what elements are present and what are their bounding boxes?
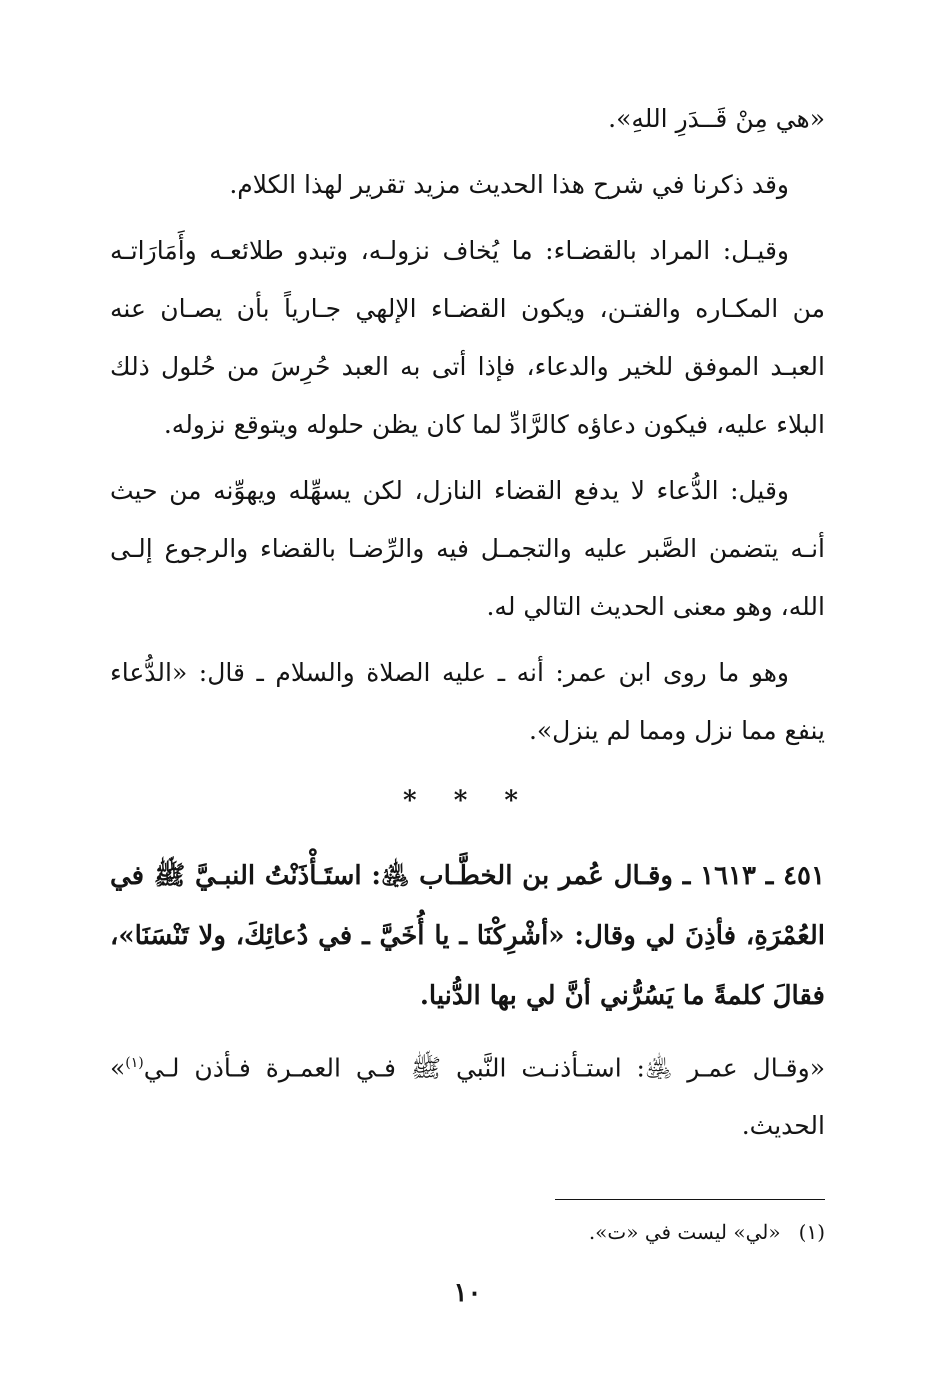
- paragraph-5: وهو ما روى ابن عمر: أنه ـ عليه الصلاة والسلام ـ قال: «الدُّعاء ينفع مما نزل ومما لم ينزل».: [110, 658, 825, 745]
- paragraph-2: وقد ذكرنا في شرح هذا الحديث مزيد تقرير لهذا الكلام.: [229, 170, 789, 199]
- section-divider-stars: * * *: [403, 786, 532, 816]
- page-number: ١٠: [453, 1278, 482, 1309]
- commentary-text: «وقـال عمـر ﵁: استـأذنـت النَّبي ﷺ فـي العمـرة فـأذن لـي: [143, 1053, 825, 1083]
- footnote-number: (١): [798, 1220, 825, 1245]
- paragraph-1: «هي مِنْ قَــدَرِ اللهِ».: [608, 104, 825, 133]
- footnote-text: «لي» ليست في «ت».: [588, 1220, 781, 1245]
- page-body: [110, 90, 825, 1308]
- footnote-reference: (١): [125, 1055, 144, 1071]
- hadith-paragraph: ٤٥١ ـ ١٦١٣ ـ وقـال عُمر بن الخطَّـاب ﵁: استَـأْذَنْتُ النبـيَّ ﷺ في العُمْرَةِ، فأذِنَ لي وقال: «أشْرِكْنَا ـ يا أُخَيَّ ـ في دُعائِكَ، ولا تَنْسَنَا»، فقالَ كلمةً ما يَسُرُّني أنَّ لي بها الدُّنيا.: [110, 861, 825, 1011]
- commentary-text-end: » الحديث.: [110, 1053, 825, 1141]
- paragraph-3: وقيـل: المراد بالقضـاء: ما يُخاف نزولـه، وتبدو طلائعـه وأَمَارَاتـه من المكـاره والفتـن، ويكون القضـاء الإلهي جـارياً بأن يصـان عنه العبـد الموفق للخير والدعاء، فإذا أتى به العبد حُرِسَ من حُلول ذلك البلاء عليه، فيكون دعاؤه كالرَّادِّ لما كان يظن حلوله ويتوقع نزوله.: [110, 236, 825, 439]
- commentary-paragraph: [110, 1034, 825, 1155]
- paragraph-4: وقيل: الدُّعاء لا يدفع القضاء النازل، لكن يسهِّله ويهوِّنه من حيث أنـه يتضمن الصَّبر عليه والتجمـل فيه والرِّضـا بالقضاء والرجوع إلـى الله، وهو معنى الحديث التالي له.: [110, 476, 825, 621]
- footnote: [110, 1214, 825, 1250]
- footnote-separator: [555, 1199, 825, 1200]
